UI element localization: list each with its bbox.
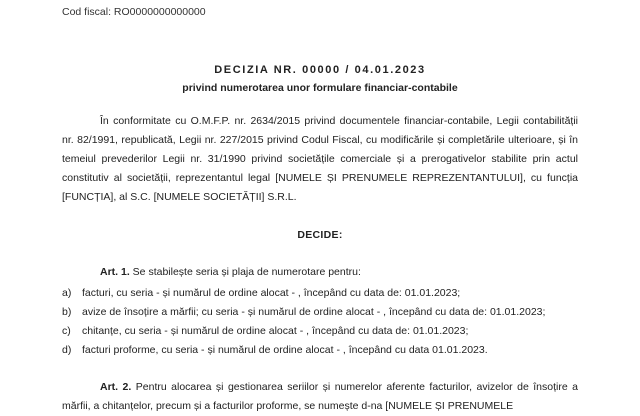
article-1-list (62, 284, 578, 360)
article-1 (100, 266, 361, 278)
list-item-mark: d) (62, 344, 72, 356)
article-2 (62, 378, 578, 416)
article-1-text: Se stabilește seria și plaja de numerotare pentru: (129, 266, 361, 278)
list-item (62, 303, 578, 322)
article-2-text: Pentru alocarea și gestionarea seriilor și numerelor aferente facturilor, avizelor de însoțire a mărfii, a chitanțelor, precum și a facturilor proforme, se numește d-na [NUMELE ȘI PRENUMELE (62, 381, 578, 412)
article-2-label: Art. 2. (100, 381, 132, 393)
list-item (62, 341, 578, 360)
list-item-mark: c) (62, 325, 71, 337)
cod-fiscal: Cod fiscal: RO0000000000000 (62, 6, 206, 18)
article-1-label: Art. 1. (100, 266, 130, 278)
list-item-mark: b) (62, 306, 72, 318)
list-item (62, 322, 578, 341)
decide-heading: DECIDE: (297, 229, 343, 241)
intro-paragraph: În conformitate cu O.M.F.P. nr. 2634/2015 privind documentele financiar-contabile, Legii contabilității nr. 82/1991, republicată, Legii nr. 227/2015 privind Codul Fiscal, cu modificările și completările ulterioare, și în temeiul prevederilor Legii nr. 31/1990 privind societățile comerciale și a prerogativelor stabilite prin actul constitutiv al societății, reprezentantul legal [NUMELE ȘI PRENUMELE REPREZENTANTULUI], cu funcția [FUNCȚIA], al S.C. [NUMELE SOCIETĂȚII] S.R.L. (62, 115, 578, 203)
list-item-text: facturi, cu seria - și numărul de ordine alocat - , începând cu data de: 01.01.2023; (82, 287, 461, 299)
decision-title: DECIZIA NR. 00000 / 04.01.2023 (214, 64, 426, 76)
list-item-text: avize de însoțire a mărfii; cu seria - și numărul de ordine alocat - , începând cu data de: 01.01.2023; (82, 306, 546, 318)
list-item-mark: a) (62, 287, 72, 299)
list-item-text: chitanțe, cu seria - și numărul de ordine alocat - , începând cu data de: 01.01.2023; (82, 325, 469, 337)
decision-subtitle: privind numerotarea unor formulare financiar-contabile (182, 82, 458, 94)
list-item (62, 284, 578, 303)
list-item-text: facturi proforme, cu seria - și numărul de ordine alocat - , începând cu data 01.01.2023. (82, 344, 488, 356)
